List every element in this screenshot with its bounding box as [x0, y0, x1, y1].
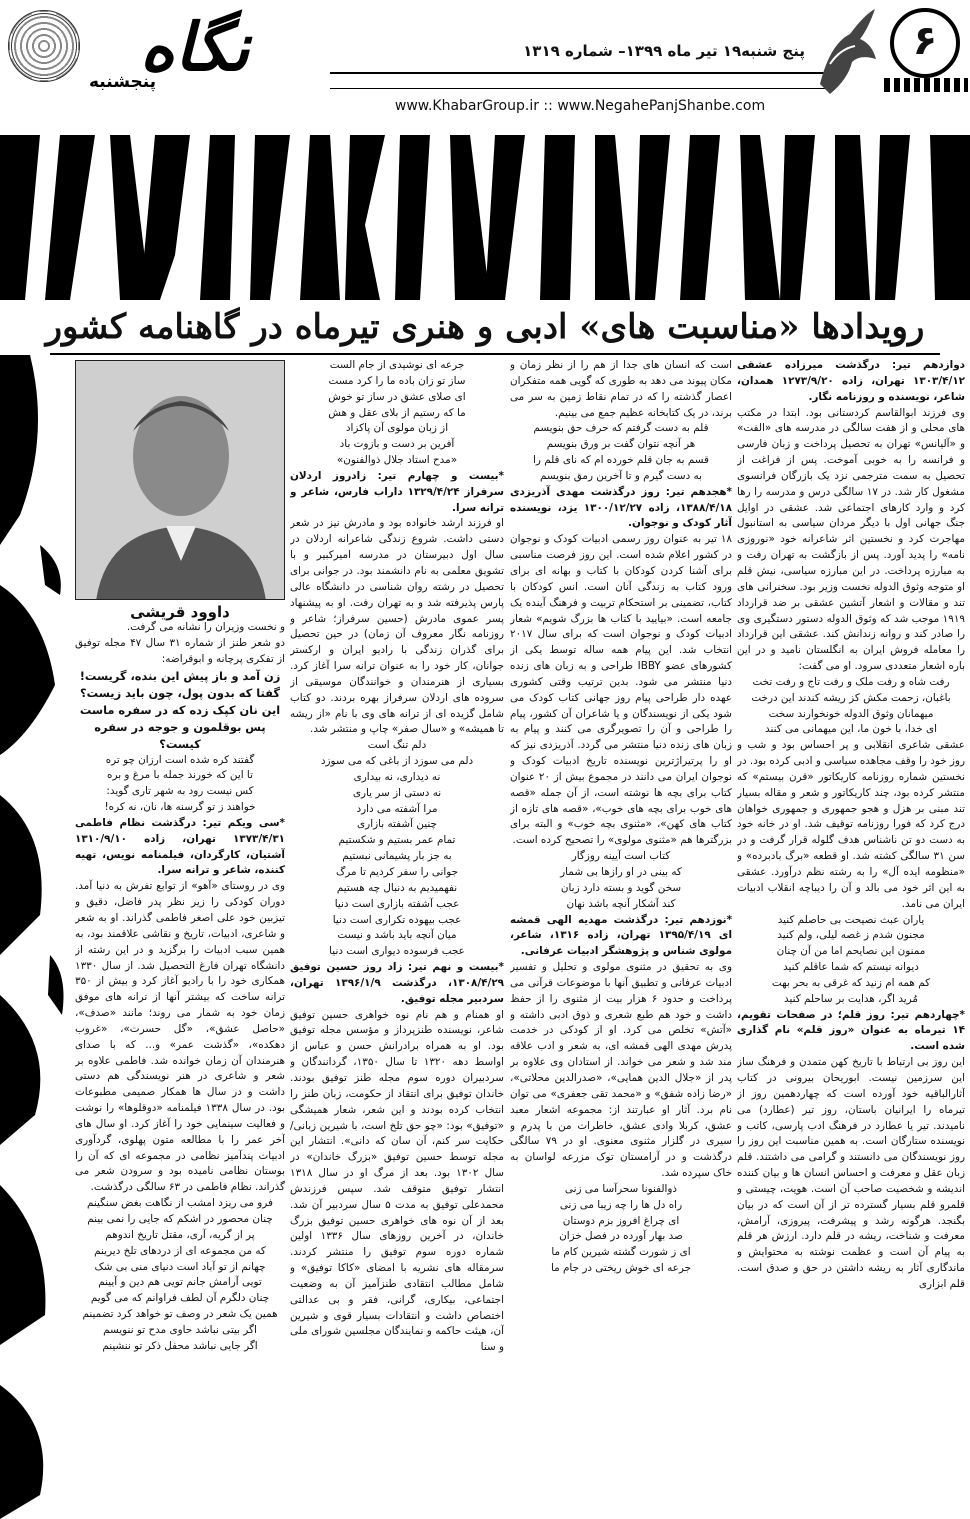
- article-headline: رویدادها «مناسبت های» ادبی و هنری تیرماه در گاهنامه کشور: [45, 307, 925, 347]
- paragraph: وی در روستای «آهو» از توابع تفرش به دنیا آمد. دوران کودکی را زیر نظر پدر فاضل، دقیق و تیزبین خود علی اصغر فاطمی گذراند. او به شعر و شاعری، ادبیات، تاریخ و نقاشی علاقمند بود، به همین سبب ادبیات را برگزید و در این رشته از دانشگاه تهران فارغ التحصیل شد. از سال ۱۳۳۰ همکاری خود را با رادیو آغاز کرد و بیش از ۳۵۰ ترانه ساخت که بیشتر آنها از ترانه های موفق زمان خود به شمار می روند؛ مانند «صدف»، «حاصل عشق»، «گل حسرت»، «غروب دهکده»، «گذشت عمر» و... که با صدای هنرمندان آن زمان خوانده شد. فاطمی علاوه بر شعر و شاعری در هنر نویسندگی هم دستی داشت و در سال ها همکار صمیمی مطبوعات بود. در سال ۱۳۳۸ فیلمنامه «دوقلوها» را نوشت و فعالیت سینمایی خود را آغاز کرد. او سال های آخر عمر را با مطالعه متون پهلوی، گردآوری ادبیات پندآمیز نظامی در مجموعه ای که آن را بوستان نظامی نامیده بود و سرودن شعر می گذراند. نظام فاطمی در ۶۳ سالگی درگذشت.: [75, 880, 285, 1194]
- ornament-icon: [8, 10, 80, 82]
- article-column-4: [75, 620, 285, 1519]
- poem-line: چهانم از تو آباد است دنیای منی بی شک: [94, 1260, 266, 1273]
- section-heading: *نوزدهم تیر: درگذشت مهدیه الهی قمشه ای ۱۳۹۵/۴/۱۹ تهران، زاده ۱۳۱۶، شاعر، مولوی شناس و پژوهشگر ادبیات عرفانی.: [510, 913, 732, 958]
- poem-line: تمام عمر بستیم و شکستیم: [338, 834, 456, 847]
- poem-line: کند آشکار آنچه باشد نهان: [566, 897, 676, 910]
- poem-line: همین یک شعر در وصف تو خواهد کرد تضمینم: [82, 1308, 278, 1321]
- header-rule-thin: [330, 88, 830, 89]
- poem-line: جرعه ای خوش ریختی در جام ما: [550, 1262, 692, 1275]
- author-photo: [75, 360, 285, 600]
- poem-line: خواهند ز تو گرسنه ها، نان، نه کره!: [104, 801, 256, 814]
- paragraph: او فرزند ارشد خانواده بود و مادرش نیز در شعر دستی داشت. شروع زندگی شاعرانه اردلان در سال اول دبیرستان در مدرسه امیرکبیر و با تشویق معلمی به نام دانشمند بود. در جوانی برای تحصیل در رشته روان شناسی در دانشگاه عالی پارس پذیرفته شد و به تهران رفت. او به پیشنهاد پسر عموی مادرش (حسین سرفراز؛ شاعر و روزنامه نگار معروف آن زمان) در حین تحصیل برای گذران زندگی با رادیو ایران و ارکستر جوانان، کار خود را به عنوان ترانه سرا آغاز کرد. بسیاری از هنرمندان و خوانندگان موسیقی از سروده های اردلان سرفراز بهره بردند. دو کتاب شامل گزیده ای از ترانه های وی با نام «از ریشه تا همیشه» و «سال صفر» چاپ و منتشر شد.: [290, 517, 504, 736]
- poem-line: دلم تنگ است: [367, 739, 427, 752]
- poem-line: ما که رستیم از بلای عقل و هش: [328, 406, 466, 419]
- poem-line: جرعه ای نوشیدی از جام الست: [329, 359, 465, 371]
- poem-line: سخن گوید و بسته دارد زبان: [560, 881, 682, 894]
- poem-line: چنان محصور در اشکم که جایی را نمی بینم: [87, 1213, 273, 1225]
- poem-line: پس بوقلمون و جوجه در سفره کیست؟: [94, 719, 266, 751]
- poem-line: کم همه ام زنید که غرقی به بحر بهت: [771, 976, 931, 989]
- poem-line: پر از گریه، آری، مقتل تاریخ اندوهم: [105, 1228, 255, 1241]
- section-heading: *هجدهم تیر: روز درگذشت مهدی آذریزدی ۱۳۸۸/۴/۱۸، زاده ۱۳۰۰/۱۲/۲۷ یزد، نویسنده آثار کودک و نوجوان.: [510, 485, 732, 530]
- poem-line: هر آنچه نتوان گفت بر ورق بنویسم: [546, 438, 696, 451]
- poem-line: که من مجموعه ای از دردهای تلخ دیرینم: [94, 1244, 266, 1257]
- poem-line: راه دل ها را چه زیبا می زنی: [559, 1198, 683, 1211]
- poem-line: ای چراغ افروز بزم دوستان: [562, 1214, 680, 1227]
- poem-line: نه دیداری، نه بیداری: [353, 770, 441, 783]
- paragraph: وی به تحقیق در مثنوی مولوی و تحلیل و تفسیر ادبیات عرفانی و تطبیق آنها با موضوعات قرآنی می پرداخت و حدود ۶ هزار بیت از مثنوی را از حفظ داشت و خود هم طبع شعری و ذوق ادبی داشته و «آتش» تخلص می کرد. او از کودکی در خدمت پدرش مهدی الهی قمشه ای، به شعر و ادب علاقه مند شد و شعر می خواند. از استادان وی علاوه بر پدر از «جلال الدین همایی»، «صدرالدین محلاتی»، «رضا زاده شفق» و «محمد تقی جعفری» می توان نام برد. آثار او عبارتند از: مجموعه اشعار معبد عشق، کربلا وادی عشق، خاطرات من با پدرم و سیری در گلزار مثنوی معنوی. او در ۷۹ سالگی درگذشت و در آرامستان توک مزرعه لواسان به خاک سپرده شد.: [510, 961, 732, 1180]
- poem-line: میهمانان وثوق الدوله خونخوارند سخت: [768, 707, 934, 720]
- poem-line: صد بهار آورده در فصل خزان: [559, 1230, 683, 1243]
- page-header: [0, 0, 970, 120]
- poem-line: ساز تو زان باده ما را کرد مست: [328, 374, 466, 387]
- article-column-1: [737, 358, 965, 1508]
- poem-line: چنان دلگرم آن لطف فراوانم که می گویم: [90, 1292, 270, 1305]
- paragraph: است که انسان های جدا از هم را از نظر زمان و مکان پیوند می دهد به طوری که گویی همه متفکران اعصار گذشته را که در تمام نقاط زمین به سر می برند، در یک کتابخانه عظیم جمع می بینیم.: [510, 359, 732, 419]
- masthead-logo: [85, 8, 315, 98]
- poem-line: یاران عبث نصیحت بی حاصلم کنید: [777, 913, 925, 926]
- poem-line: فرو می ریزد امشب از نگاهت بغض سنگینم: [86, 1197, 274, 1210]
- poem-line: جوانی را سفر کردیم تا مرگ: [335, 866, 459, 878]
- poem-line: نه دستی از سر یاری: [352, 786, 442, 799]
- paragraph: و نخست وزیران را نشانه می گرفت.: [126, 621, 285, 633]
- website-links[interactable]: www.KhabarGroup.ir :: www.NegahePanjShanbe.com: [394, 98, 766, 114]
- poem-line: «مدح استاد جلال ذوالفنون»: [336, 454, 458, 467]
- poem-line: اگر جایی نباشد محفل ذکر تو ننشینم: [102, 1339, 258, 1352]
- zebra-stripes-graphic: [0, 135, 970, 300]
- poem-line: قلم به دست گرفتم که حرف حق بنویسم: [533, 422, 709, 435]
- paragraph: وی فرزند ابوالقاسم کردستانی بود. ابتدا در مکتب های محلی و از هفت سالگی در مدرسه های «الفت» و «آلیانس» تهران به تحصیل پرداخت و زبان فارسی و فرانسه را به خوبی آموخت. پس از فراغت از تحصیل به سمت مترجمی نزد یک بازرگان فرانسوی مشغول کار شد. در ۱۷ سالگی درس و مدرسه را رها کرد و وارد کارهای اجتماعی شد. عشقی در اوایل جنگ جهانی اول با دیگر مردان سیاسی به استانبول مهاجرت کرد و نخستین اثر شاعرانه خود «نوروزی نامه» را پدید آورد. پس از بازگشت به تهران رفت و به مبارزه پرداخت. در این مبارزه سیاسی، نیش قلم او متوجه وثوق الدوله نخست وزیر بود. سخنرانی های تند و مقالات و اشعار آتشین عشقی بر ضد قرارداد ۱۹۱۹ موجب شد که وثوق الدوله دستور دستگیری وی را صادر کند و روانه زندانش کند. عشقی این قرارداد را معامله فروش ایران به انگلستان نامید و در این باره اشعار متعددی سرود. او می گفت:: [737, 406, 965, 673]
- poem-line: ای ز شورت گشته شیرین کام ما: [551, 1246, 691, 1259]
- headline-rule: [50, 353, 940, 355]
- poem-line: مرا آشفته می دارد: [356, 802, 438, 815]
- portrait-image: [76, 361, 285, 600]
- poem-line: این نان کپک زده که در سفره ماست: [79, 702, 281, 717]
- section-heading: *بیست و چهارم تیر: زادروز اردلان سرفراز ۱۳۲۹/۴/۲۴ داراب فارس، شاعر و ترانه سرا.: [290, 469, 504, 514]
- section-heading: *سی ویکم تیر: درگذشت نظام فاطمی ۱۳۷۳/۴/۳۱ تهران، زاده ۱۳۱۰/۹/۱۰ آشتیان، کارگردان، فیلمنامه نویس، تهیه کننده، شاعر و ترانه سرا.: [75, 816, 285, 877]
- poem-line: از زبان مولوی آن پاکزاد: [345, 422, 449, 435]
- poem-line: که بینی در او رازها بی شمار: [560, 866, 682, 878]
- paragraph: ۱۸ تیر به عنوان روز رسمی ادبیات کودک و نوجوان در کشور اعلام شده است. این روز فرصت مناسبی برای آشنا کردن کودکان با کتاب و بهانه ای برای ورود کتاب به زندگی آنان است. انس کودکان با کتاب، تضمینی بر استحکام تربیت و فرهنگ آینده یک جامعه است. «بیایید با کتاب ها بزرگ شویم» شعار ادبیات کودک و نوجوان است که برای سال ۲۰۱۷ انتخاب شد. این پیام همه ساله توسط یکی از کشورهای عضو IBBY طراحی و به زبان های زنده دنیا منتشر می شود. بدین ترتیب وقتی کشوری عهده دار طراحی پیام روز جهانی کتاب کودک می شود یکی از نویسندگان و یا شاعران آن کشور، پیام را طراحی و آن را تصویرگری می کنند و پیام به زبان های زنده دنیا منتشر می گردد. آذریزدی نیز که او را پرتیراژترین نویسنده تاریخ ادبیات کودک و نوجوان ایران می دانند در مجموع بیش از ۲۰ عنوان کتاب برای بچه ها نوشته است، از آن جمله «قصه های خوب برای بچه های خوب»، «قصه های تازه از کتاب های کهن»، «مثنوی بچه خوب» و البته برای بزرگترها هم «مثنوی مولوی» را تصحیح کرده است.: [510, 533, 732, 847]
- poem-line: مجنون شدم ز غصه لیلی، ولم کنید: [777, 929, 925, 942]
- poem-line: میان آنچه باید باشد و نیست: [337, 929, 457, 942]
- poem-line: چنین آشفته بازاری: [357, 818, 437, 831]
- poem-line: گفتا که بدون پول، چون باید زیست؟: [80, 685, 280, 700]
- poem-line: باغبان، زحمت مکش کز ریشه کندند این درخت: [751, 691, 951, 704]
- paragraph: عشقی شاعری انقلابی و پر احساس بود و شب و روز خود را وقف مجاهده سیاسی و ادبی کرده بود. در نخستین شماره روزنامه کاریکاتور «قرن بیستم» که منتشر کرده بود، چند کاریکاتور و شعر و مقاله بسیار تند مبنی بر هزل و هجو جمهوری و جمهوری خواهان درج کرد که فورا روزنامه توقیف شد. او در خانه خود به دست دو تن ناشناس هدف گلوله قرار گرفت و در سن ۳۱ سالگی کشته شد. او قطعه «برگ بادبرده» و «منظومه ایده آل» را به رشته نظم درآورد. عشقی به این اثر خود می بالد و آن را دیباچه انقلاب ادبیات ایران می نامد.: [737, 739, 965, 910]
- zebra-side-strip: [0, 355, 70, 1519]
- poem-line: عجب آشفته بازاری است دنیا: [334, 897, 460, 910]
- paragraph: این روز بی ارتباط با تاریخ کهن متمدن و فرهنگ ساز این سرزمین نیست. ابوریحان بیرونی در کتاب آثارالباقیه خود آورده است که چهاردهمین روز از تیرماه را ایرانیان باستان، روز تیر (عطارد) می نامیدند. تیر یا عطارد در فرهنگ ادب پارسی، کاتب و نویسنده ستارگان است. به همین مناسبت این روز را روز نویسندگان می دانستند و گرامی می داشتند. قلم زبان عقل و معرفت و احساس انسان ها و بیان کننده اندیشه و شخصیت صاحب آن است. هویت، چیستی و قلمرو قلم بسیار گسترده تر از آن است که در بیان بگنجد. هرگونه رشد و پیشرفت، پیروزی، آرامش، معرفت و شناخت، ریشه در قلم دارد. ارزش هر قلم به پیام آن است و عظمت نوشته به محتوایش و ماندگاری آثار به ریشه داشتن در حق و صدق است. قلم ابزاری: [737, 1056, 965, 1290]
- poem-line: دیوانه نیستم که شما عاقلم کنید: [783, 961, 919, 974]
- poem-line: ذوالفنونا سحرآسا می زنی: [564, 1182, 678, 1195]
- poem-line: گفتند کره شده است ارزان چو تره: [105, 753, 255, 766]
- zebra-banner: [0, 135, 970, 300]
- poem-line: مُرید اگر، هدایت بر ساحلم کنید: [784, 992, 918, 1005]
- poem-line: آفرین بر دست و بازوت باد: [339, 438, 455, 451]
- paragraph: او همنام و هم نام نوه خواهری حسین توفیق شاعر، نویسنده طنزپرداز و مؤسس مجله توفیق بود. او به همراه برادرانش حسن و عباس از اواسط دهه ۱۳۲۰ تا سال ۱۳۵۰، گردانندگان و سردبیران دوره سوم مجله طنز توفیق بودند. خاندان توفیق برای انتقاد از حکومت، زبان طنز را انتخاب کرده بودند و این شعر، شعار همیشگی «توفیق» بود: «چو حق تلخ است، با شیرین زبانی/ حکایت سر کنم، آن سان که دانی». انتشار این مجله توسط حسین توفیق «بزرگ خاندان» در سال ۱۳۰۲ بود. بعد از مرگ او در سال ۱۳۱۸ انتشار توفیق متوقف شد. سپس فرزندش محمدعلی توفیق به مدت ۵ سال سردبیر آن شد. بعد از آن نوه های خواهری حسین توفیق بزرگ خاندان، در آخرین روزهای سال ۱۳۳۶ اولین شماره دوره سوم توفیق را منتشر کردند. سرمقاله های نشریه با امضای «کاکا توفیق» و شامل مطالب انتقادی طنزآمیز آن به وضعیت اجتماعی، بیکاری، گرانی، فقر و بی عدالتی اختصاص داشت و انتقادات بسیار قوی و شیرین آن، هیئت حاکمه و نمایندگان مجلسین شورای ملی و سنا: [290, 1008, 504, 1354]
- logo-text: نگاه: [140, 8, 250, 86]
- header-rule: [330, 72, 830, 74]
- poem-line: به دست گیرم و تا آخرین رمق بنویسم: [539, 469, 702, 482]
- section-heading: دوازدهم تیر: درگذشت میرزاده عشقی ۱۳۰۳/۴/۱۲ تهران، زاده ۱۲۷۳/۹/۲۰ همدان، شاعر، نویسنده و روزنامه نگار.: [737, 359, 965, 403]
- poem-line: کتاب است آیینه روزگار: [571, 850, 671, 863]
- poem-line: دلم می سوزد از باغی که می سوزد: [320, 755, 474, 768]
- page-number: ۶: [890, 8, 960, 78]
- poem-line: قسم به جان قلم خورده ام که نای قلم را: [532, 454, 710, 467]
- poem-line: کس نیست رود به شهر تاری گوید:: [106, 785, 254, 798]
- poem-line: اگر بیتی نباشد حاوی مدح تو ننویسم: [103, 1323, 257, 1336]
- phoenix-icon: [810, 4, 880, 100]
- poem-line: زن آمد و باز پیش این بنده، گریست!: [79, 668, 281, 683]
- article-column-3: [290, 358, 504, 1508]
- paragraph: دو شعر طنز از شماره ۳۱ سال ۴۷ مجله توفیق از تفکری پرچانه و ابوقراضه:: [75, 636, 285, 665]
- chain-ornament: [884, 78, 968, 92]
- logo-subtitle: پنجشنبه: [89, 72, 157, 92]
- section-heading: *چهاردهم تیر: روز قلم؛ در صفحات تقویم، ۱۴ تیرماه به عنوان «روز قلم» نام گذاری شده است.: [737, 1008, 965, 1053]
- side-stripes-graphic: [0, 355, 70, 1519]
- poem-line: عجب بیهوده تکراری است دنیا: [332, 913, 462, 926]
- poem-line: نفهمیدیم به دنبال چه هستیم: [336, 881, 458, 894]
- section-heading: *بیست و نهم تیر: زاد روز حسین توفیق ۱۳۰۸/۴/۲۹، درگذشت ۱۳۹۶/۱/۹ تهران، سردبیر مجله توفیق.: [290, 961, 504, 1005]
- author-name: داوود قریشی: [130, 603, 230, 621]
- poem-line: ممنون این نصایحم اما من آن چنان: [776, 945, 926, 958]
- poem-line: به جز بار پشیمانی نبستیم: [342, 850, 452, 863]
- poem-line: تویی آرامش جانم تویی هم دین و آیینم: [98, 1276, 262, 1289]
- poem-line: ای صلای عشق در ساز تو خوش: [328, 390, 466, 403]
- poem-line: تا این که خورند جمله با مرغ و بره: [107, 769, 253, 782]
- poem-line: عجب فرسوده دیواری است دنیا: [329, 945, 465, 958]
- poem-line: ای خدا، با خون ما، این میهمانی می کنند: [765, 723, 937, 736]
- poem-line: رفت شاه و رفت ملک و رفت تاج و رفت تخت: [752, 675, 950, 688]
- article-column-2: [510, 358, 732, 1508]
- issue-date-line: پنج شنبه۱۹ تیر ماه ۱۳۹۹– شماره ۱۳۱۹: [523, 42, 805, 60]
